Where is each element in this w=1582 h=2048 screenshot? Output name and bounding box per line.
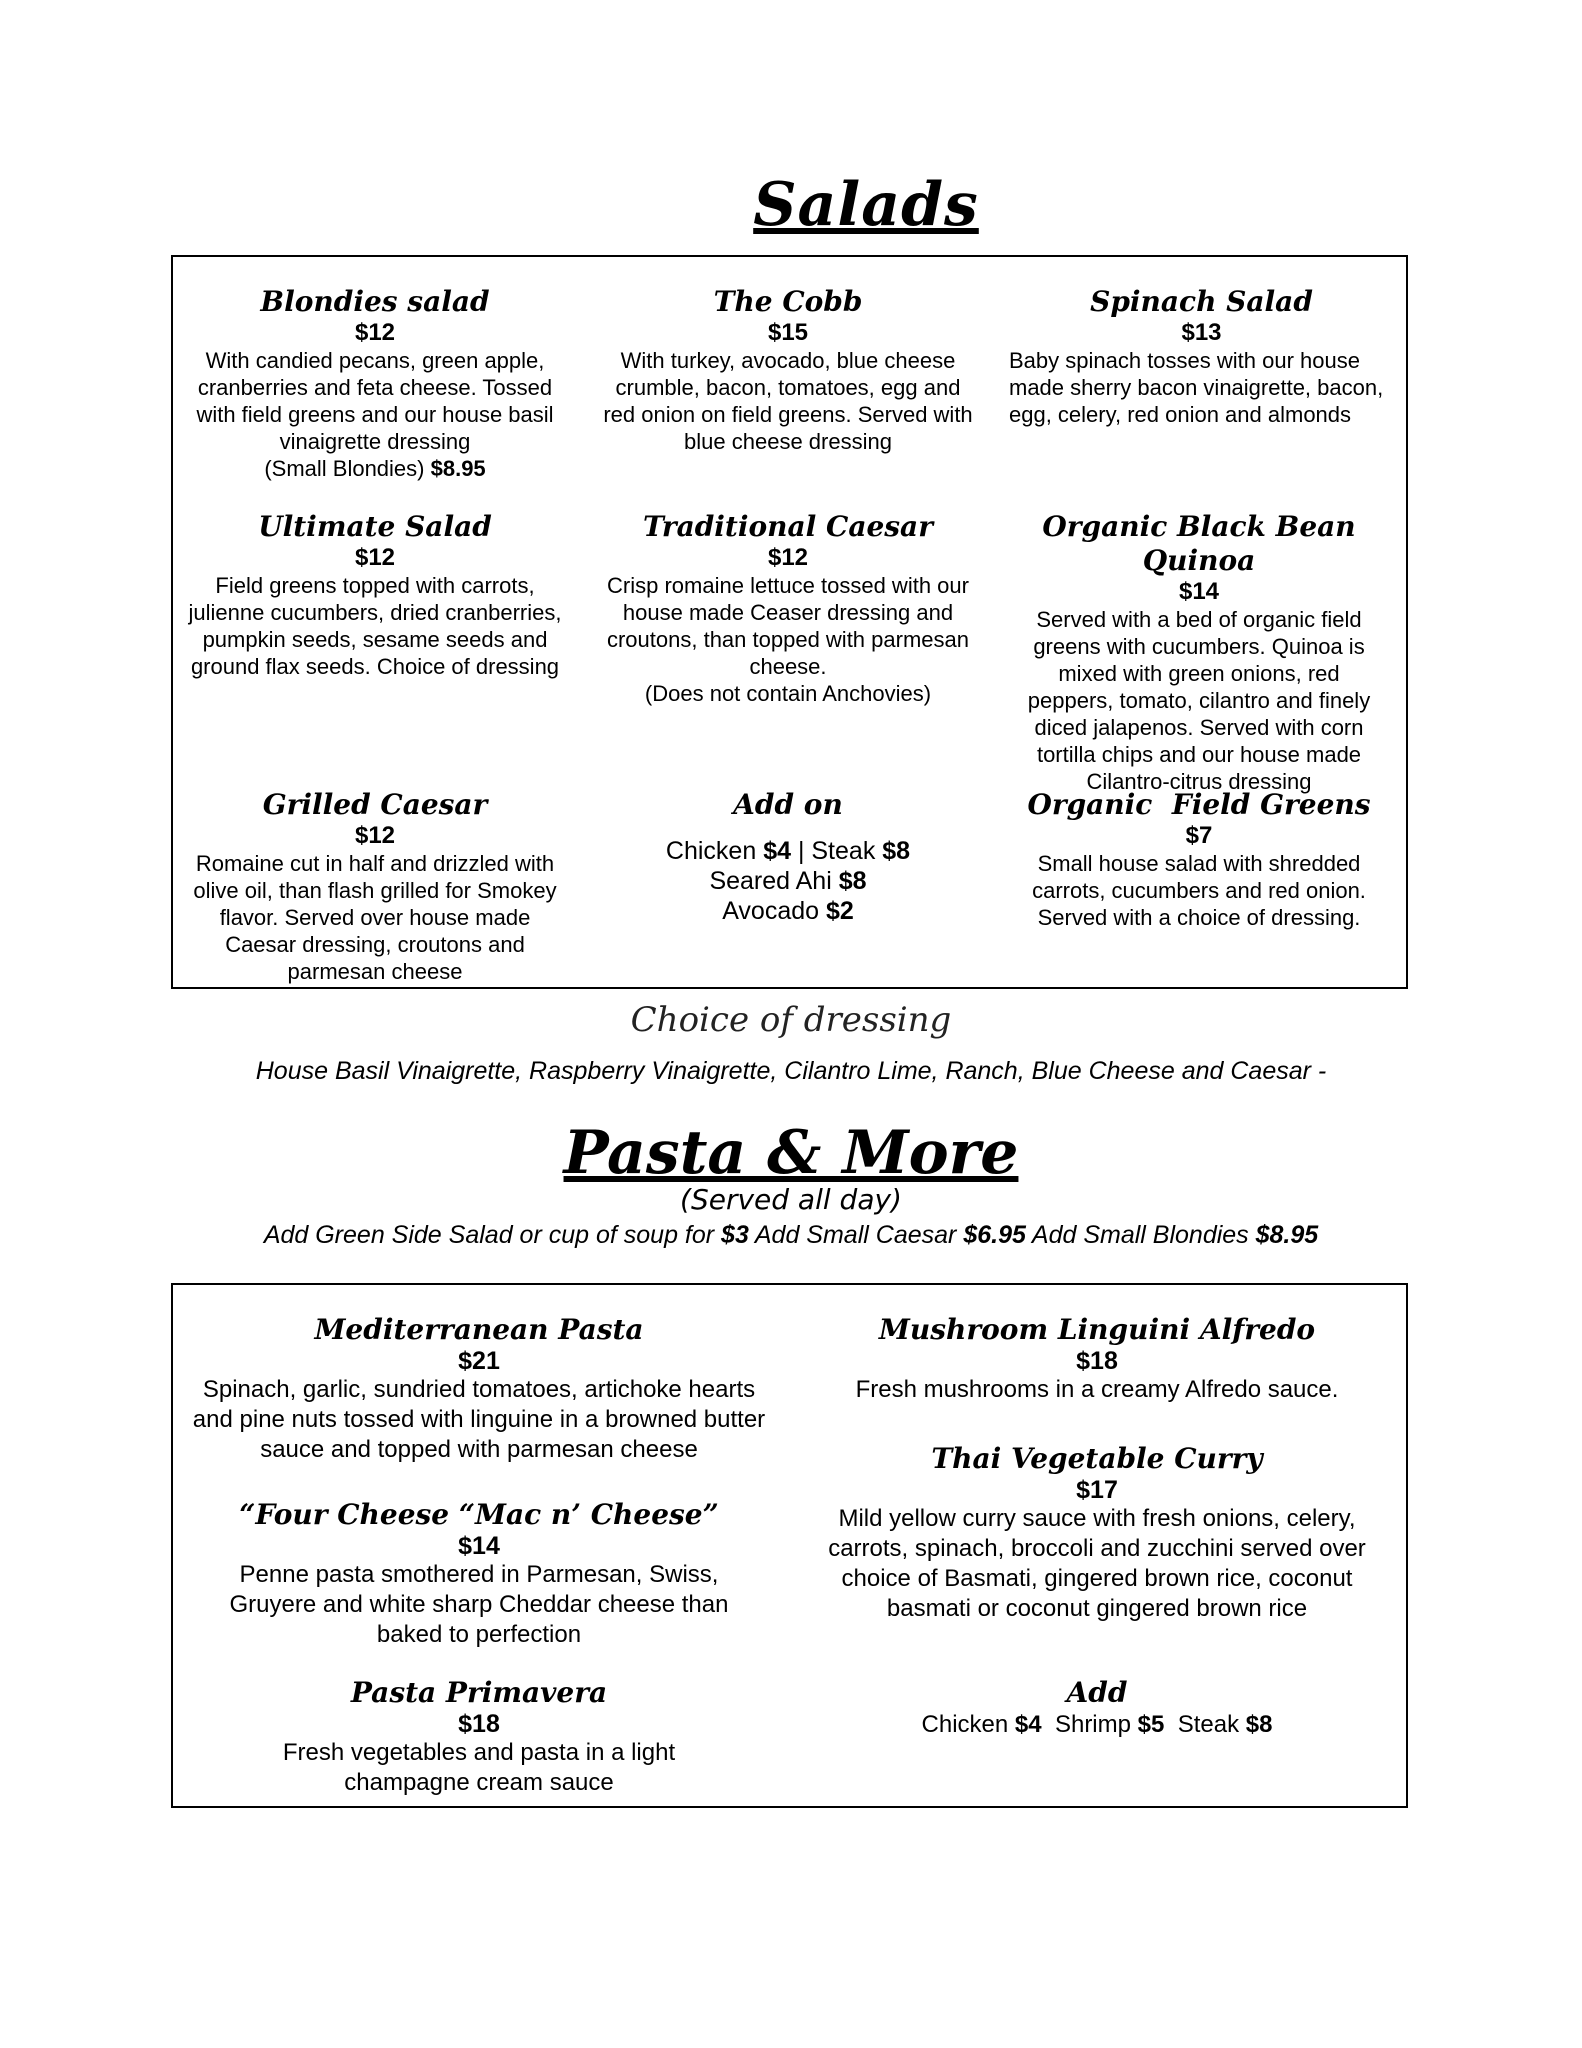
item-price: $14 <box>458 1532 500 1560</box>
menu-item-blondies-salad <box>185 285 565 482</box>
item-description: Romaine cut in half and drizzled with olive oil, than flash grilled for Smokey flavor. Served over house made Caesar dressing, croutons and parmesan cheese <box>193 851 557 984</box>
menu-item-traditional-caesar <box>591 510 985 707</box>
add-sides-line <box>0 1221 1582 1250</box>
item-small-size <box>185 455 565 482</box>
item-price: $21 <box>458 1347 500 1375</box>
small-size-label: (Small Blondies) <box>264 456 431 481</box>
addon-avocado <box>598 896 978 926</box>
item-price: $12 <box>767 544 809 571</box>
addon-price: $8 <box>838 867 867 895</box>
add-title: Add <box>1066 1676 1128 1709</box>
addon-price: $4 <box>763 837 791 865</box>
item-description: Field greens topped with carrots, julienne cucumbers, dried cranberries, pumpkin seeds, sesame seeds and ground flax seeds. Choice of dressing <box>188 573 562 679</box>
item-price: $12 <box>354 319 396 346</box>
item-name: Traditional Caesar <box>643 510 933 543</box>
addon-text: | Steak <box>791 837 883 865</box>
menu-item-the-cobb <box>598 285 978 455</box>
addon-price: $2 <box>825 897 854 925</box>
item-name: Mushroom Linguini Alfredo <box>878 1313 1316 1346</box>
item-description: Penne pasta smothered in Parmesan, Swiss, Gruyere and white sharp Cheddar cheese than baked to perfection <box>229 1561 729 1648</box>
item-price: $15 <box>767 319 809 346</box>
item-name: Spinach Salad <box>1090 285 1313 318</box>
addon-price: $8 <box>882 837 911 865</box>
item-price: $18 <box>458 1710 500 1738</box>
item-description: Baby spinach tosses with our house made sherry bacon vinaigrette, bacon, egg, celery, red onion and almonds <box>1009 348 1384 427</box>
item-name: Mediterranean Pasta <box>314 1313 644 1346</box>
menu-item-grilled-caesar <box>185 788 565 985</box>
add-text: Shrimp <box>1041 1711 1138 1738</box>
item-description: Spinach, garlic, sundried tomatoes, artichoke hearts and pine nuts tossed with linguine in a browned butter sauce and topped with parmesan cheese <box>192 1376 766 1463</box>
served-all-day: (Served all day) <box>680 1183 902 1216</box>
item-description: Small house salad with shredded carrots, cucumbers and red onion. Served with a choice of dressing. <box>1032 851 1366 930</box>
menu-item-organic-black-bean-quinoa <box>993 510 1405 795</box>
item-description: Fresh mushrooms in a creamy Alfredo sauce. <box>855 1376 1339 1403</box>
add-options <box>797 1710 1397 1740</box>
item-price: $12 <box>354 544 396 571</box>
menu-item-pasta-add <box>797 1676 1397 1740</box>
add-price: $5 <box>1137 1711 1165 1738</box>
salads-menu-box <box>171 255 1408 989</box>
item-name: Grilled Caesar <box>262 788 488 821</box>
pasta-title: Pasta & More <box>563 1118 1019 1188</box>
item-price: $14 <box>1178 578 1220 605</box>
addon-text: Avocado <box>722 897 826 925</box>
addon-text: Seared Ahi <box>709 867 839 895</box>
item-price: $7 <box>1185 822 1213 849</box>
menu-item-spinach-salad <box>1009 285 1394 428</box>
item-description: Crisp romaine lettuce tossed with our house made Ceaser dressing and croutons, than topped with parmesan cheese. <box>606 573 969 679</box>
menu-item-mediterranean-pasta <box>185 1313 773 1465</box>
item-description: With candied pecans, green apple, cranberries and feta cheese. Tossed with field greens and our house basil vinaigrette dressing <box>196 348 554 454</box>
menu-item-mushroom-linguini-alfredo <box>797 1313 1397 1405</box>
addon-seared-ahi <box>598 866 978 896</box>
item-name: Organic Black Bean Quinoa <box>1042 510 1356 577</box>
menu-item-add-on <box>598 788 978 926</box>
menu-item-ultimate-salad <box>185 510 565 680</box>
add-sides-price: $6.95 <box>963 1221 1026 1249</box>
salads-title: Salads <box>753 170 979 240</box>
add-sides-price: $3 <box>721 1221 749 1249</box>
pasta-menu-box <box>171 1283 1408 1808</box>
item-description: Fresh vegetables and pasta in a light champagne cream sauce <box>282 1739 676 1796</box>
small-size-price: $8.95 <box>430 456 486 481</box>
menu-item-four-cheese-mac-n-cheese <box>205 1498 753 1650</box>
add-sides-text: Add Green Side Salad or cup of soup for <box>263 1221 722 1249</box>
item-description: Mild yellow curry sauce with fresh onions, celery, carrots, spinach, broccoli and zucchini served over choice of Basmati, gingered brown rice, coconut basmati or coconut gingered brown rice <box>828 1505 1366 1622</box>
add-sides-text: Add Small Caesar <box>748 1221 964 1249</box>
item-description: Served with a bed of organic field greens with cucumbers. Quinoa is mixed with green onions, red peppers, tomato, cilantro and finely diced jalapenos. Served with corn tortilla chips and our house made Cilantro-citrus dressing <box>1027 607 1371 794</box>
item-name: Pasta Primavera <box>350 1676 608 1709</box>
item-price: $17 <box>1076 1476 1118 1504</box>
item-name: Organic Field Greens <box>1027 788 1371 821</box>
add-price: $8 <box>1245 1711 1273 1738</box>
item-name: “Four Cheese “Mac n’ Cheese” <box>239 1498 719 1531</box>
item-price: $13 <box>1181 319 1222 346</box>
menu-item-pasta-primavera <box>185 1676 773 1798</box>
addon-text: Chicken <box>665 837 764 865</box>
add-price: $4 <box>1014 1711 1042 1738</box>
item-price: $18 <box>1076 1347 1118 1375</box>
item-name: Ultimate Salad <box>258 510 492 543</box>
item-note: (Does not contain Anchovies) <box>644 681 932 706</box>
dressing-heading: Choice of dressing <box>630 1000 952 1040</box>
addon-title: Add on <box>733 788 843 821</box>
item-price: $12 <box>354 822 396 849</box>
menu-item-organic-field-greens <box>1009 788 1389 931</box>
add-sides-price: $8.95 <box>1255 1221 1319 1249</box>
add-text: Chicken <box>921 1711 1015 1738</box>
item-name: The Cobb <box>713 285 863 318</box>
item-name: Blondies salad <box>260 285 490 318</box>
menu-item-thai-vegetable-curry <box>797 1442 1397 1624</box>
item-description: With turkey, avocado, blue cheese crumble, bacon, tomatoes, egg and red onion on field greens. Served with blue cheese dressing <box>603 348 973 454</box>
item-name: Thai Vegetable Curry <box>931 1442 1263 1475</box>
dressing-list: House Basil Vinaigrette, Raspberry Vinaigrette, Cilantro Lime, Ranch, Blue Cheese and Caesar - <box>255 1057 1327 1085</box>
add-sides-text: Add Small Blondies <box>1025 1221 1256 1249</box>
addon-chicken-steak <box>598 836 978 866</box>
add-text: Steak <box>1164 1711 1246 1738</box>
